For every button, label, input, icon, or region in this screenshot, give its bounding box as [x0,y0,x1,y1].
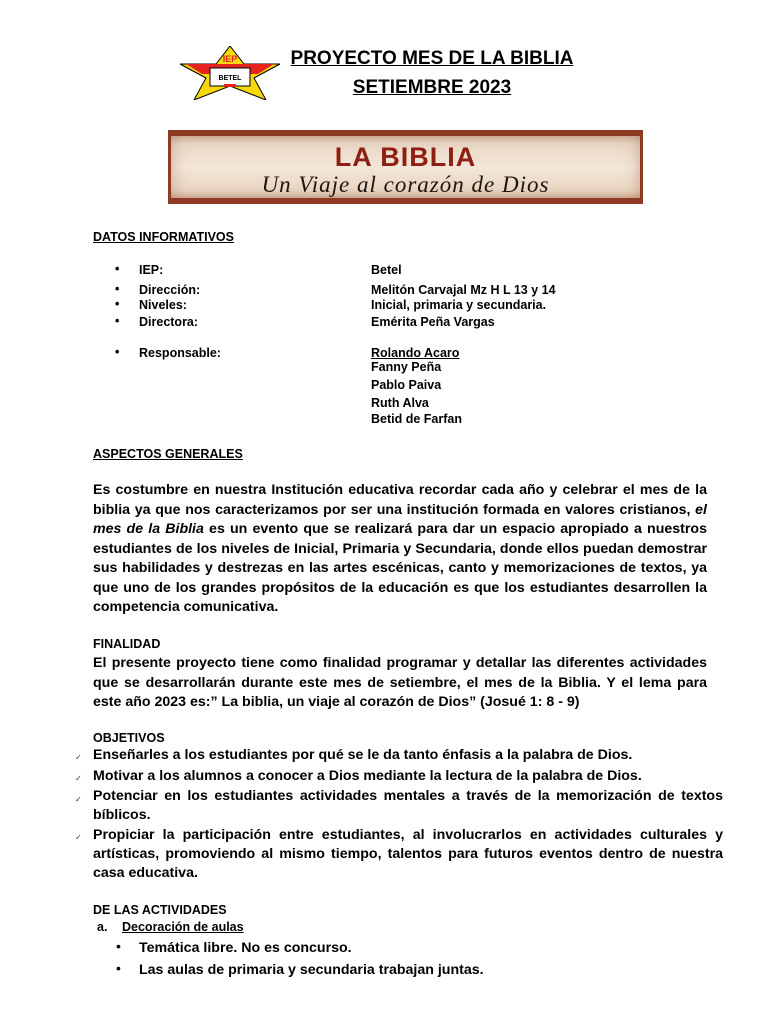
bullet-dot: • [115,314,120,328]
objetivo-item: Enseñarles a los estudiantes por qué se le da tanto énfasis a la palabra de Dios. [93,747,633,763]
subsection-title-decoracion: Decoración de aulas [122,920,244,934]
actividad-item: Temática libre. No es concurso. [139,940,352,956]
section-heading-aspectos: ASPECTOS GENERALES [93,447,243,461]
objetivo-item: Motivar a los alumnos a conocer a Dios mediante la lectura de la palabra de Dios. [93,768,642,784]
banner-top-stripe [168,130,643,136]
bullet-dot: • [115,262,120,276]
banner-image [168,130,643,204]
aspectos-text-italic: el mes de la Biblia [93,501,707,537]
banner-subtitle: Un Viaje al corazón de Dios [261,172,550,197]
info-value: Emérita Peña Vargas [371,315,495,329]
info-value: Betel [371,263,402,277]
finalidad-paragraph: El presente proyecto tiene como finalidad programar y detallar las diferentes actividades que se desarrollarán durante este mes de setiembre, el mes de la Biblia. Y el lema para este año 2023 es:” La biblia, un viaje al corazón de Dios” (Josué 1: 8 - 9) [93,655,707,710]
page-title: PROYECTO MES DE LA BIBLIA [290,48,574,69]
aspectos-text-1: Es costumbre en nuestra Institución educativa recordar cada año y celebrar el mes de la biblia ya que nos caracterizamos por ser una institución formada en valores cristianos, [93,482,707,518]
bullet-dot: • [115,297,120,311]
check-icon: ✓ [75,833,82,842]
page-subtitle-date: SETIEMBRE 2023 [352,77,512,98]
objetivo-item: Propiciar la participación entre estudiantes, al involucrarlos en actividades culturales y artísticas, promoviendo al mismo tiempo, talentos para futuros eventos dentro de nuestra casa educativa. [93,827,723,881]
list-marker-a: a. [97,920,108,934]
actividad-item: Las aulas de primaria y secundaria trabajan juntas. [139,962,484,978]
aspectos-text-2: es un evento que se realizará para dar un espacio apropiado a nuestros estudiantes de los niveles de Inicial, Primaria y Secundaria, donde ellos puedan demostrar sus habilidades y destrezas en las artes escénicas, canto y memorizaciones de textos, ya que uno de los grandes propósitos de la educación es que los estudiantes desarrollen la competencia comunicativa. [93,521,707,615]
info-label: Directora: [139,315,199,329]
info-label: Responsable: [139,346,221,360]
section-heading-datos: DATOS INFORMATIVOS [93,230,234,244]
info-label: IEP: [139,263,164,277]
bullet-dot: • [115,282,120,296]
section-heading-actividades: DE LAS ACTIVIDADES [93,903,227,917]
section-heading-objetivos: OBJETIVOS [93,731,165,745]
check-icon: ✓ [75,753,82,762]
section-heading-finalidad: FINALIDAD [93,637,161,651]
responsable-name: Pablo Paiva [371,378,442,392]
banner-bottom-stripe [168,198,643,204]
logo-text-iep: IEP [222,54,238,64]
info-label: Niveles: [139,298,187,312]
info-value: Melitón Carvajal Mz H L 13 y 14 [371,283,556,297]
banner-title: LA BIBLIA [334,142,477,172]
info-label: Dirección: [139,283,201,297]
responsable-name: Ruth Alva [371,396,429,410]
objetivo-item: Potenciar en los estudiantes actividades mentales a través de la memorización de textos bíblicos. [93,788,723,823]
bullet-dot: • [116,960,121,976]
responsable-name: Betid de Farfan [371,412,462,426]
bullet-dot: • [115,345,120,359]
check-icon: ✓ [75,774,82,783]
responsable-name: Fanny Peña [371,360,442,374]
info-value-responsable: Rolando Acaro [371,346,460,360]
logo-text-betel: BETEL [218,75,242,82]
info-value: Inicial, primaria y secundaria. [371,298,547,312]
check-icon: ✓ [75,795,82,804]
aspectos-paragraph [93,481,707,618]
bullet-dot: • [116,938,121,954]
